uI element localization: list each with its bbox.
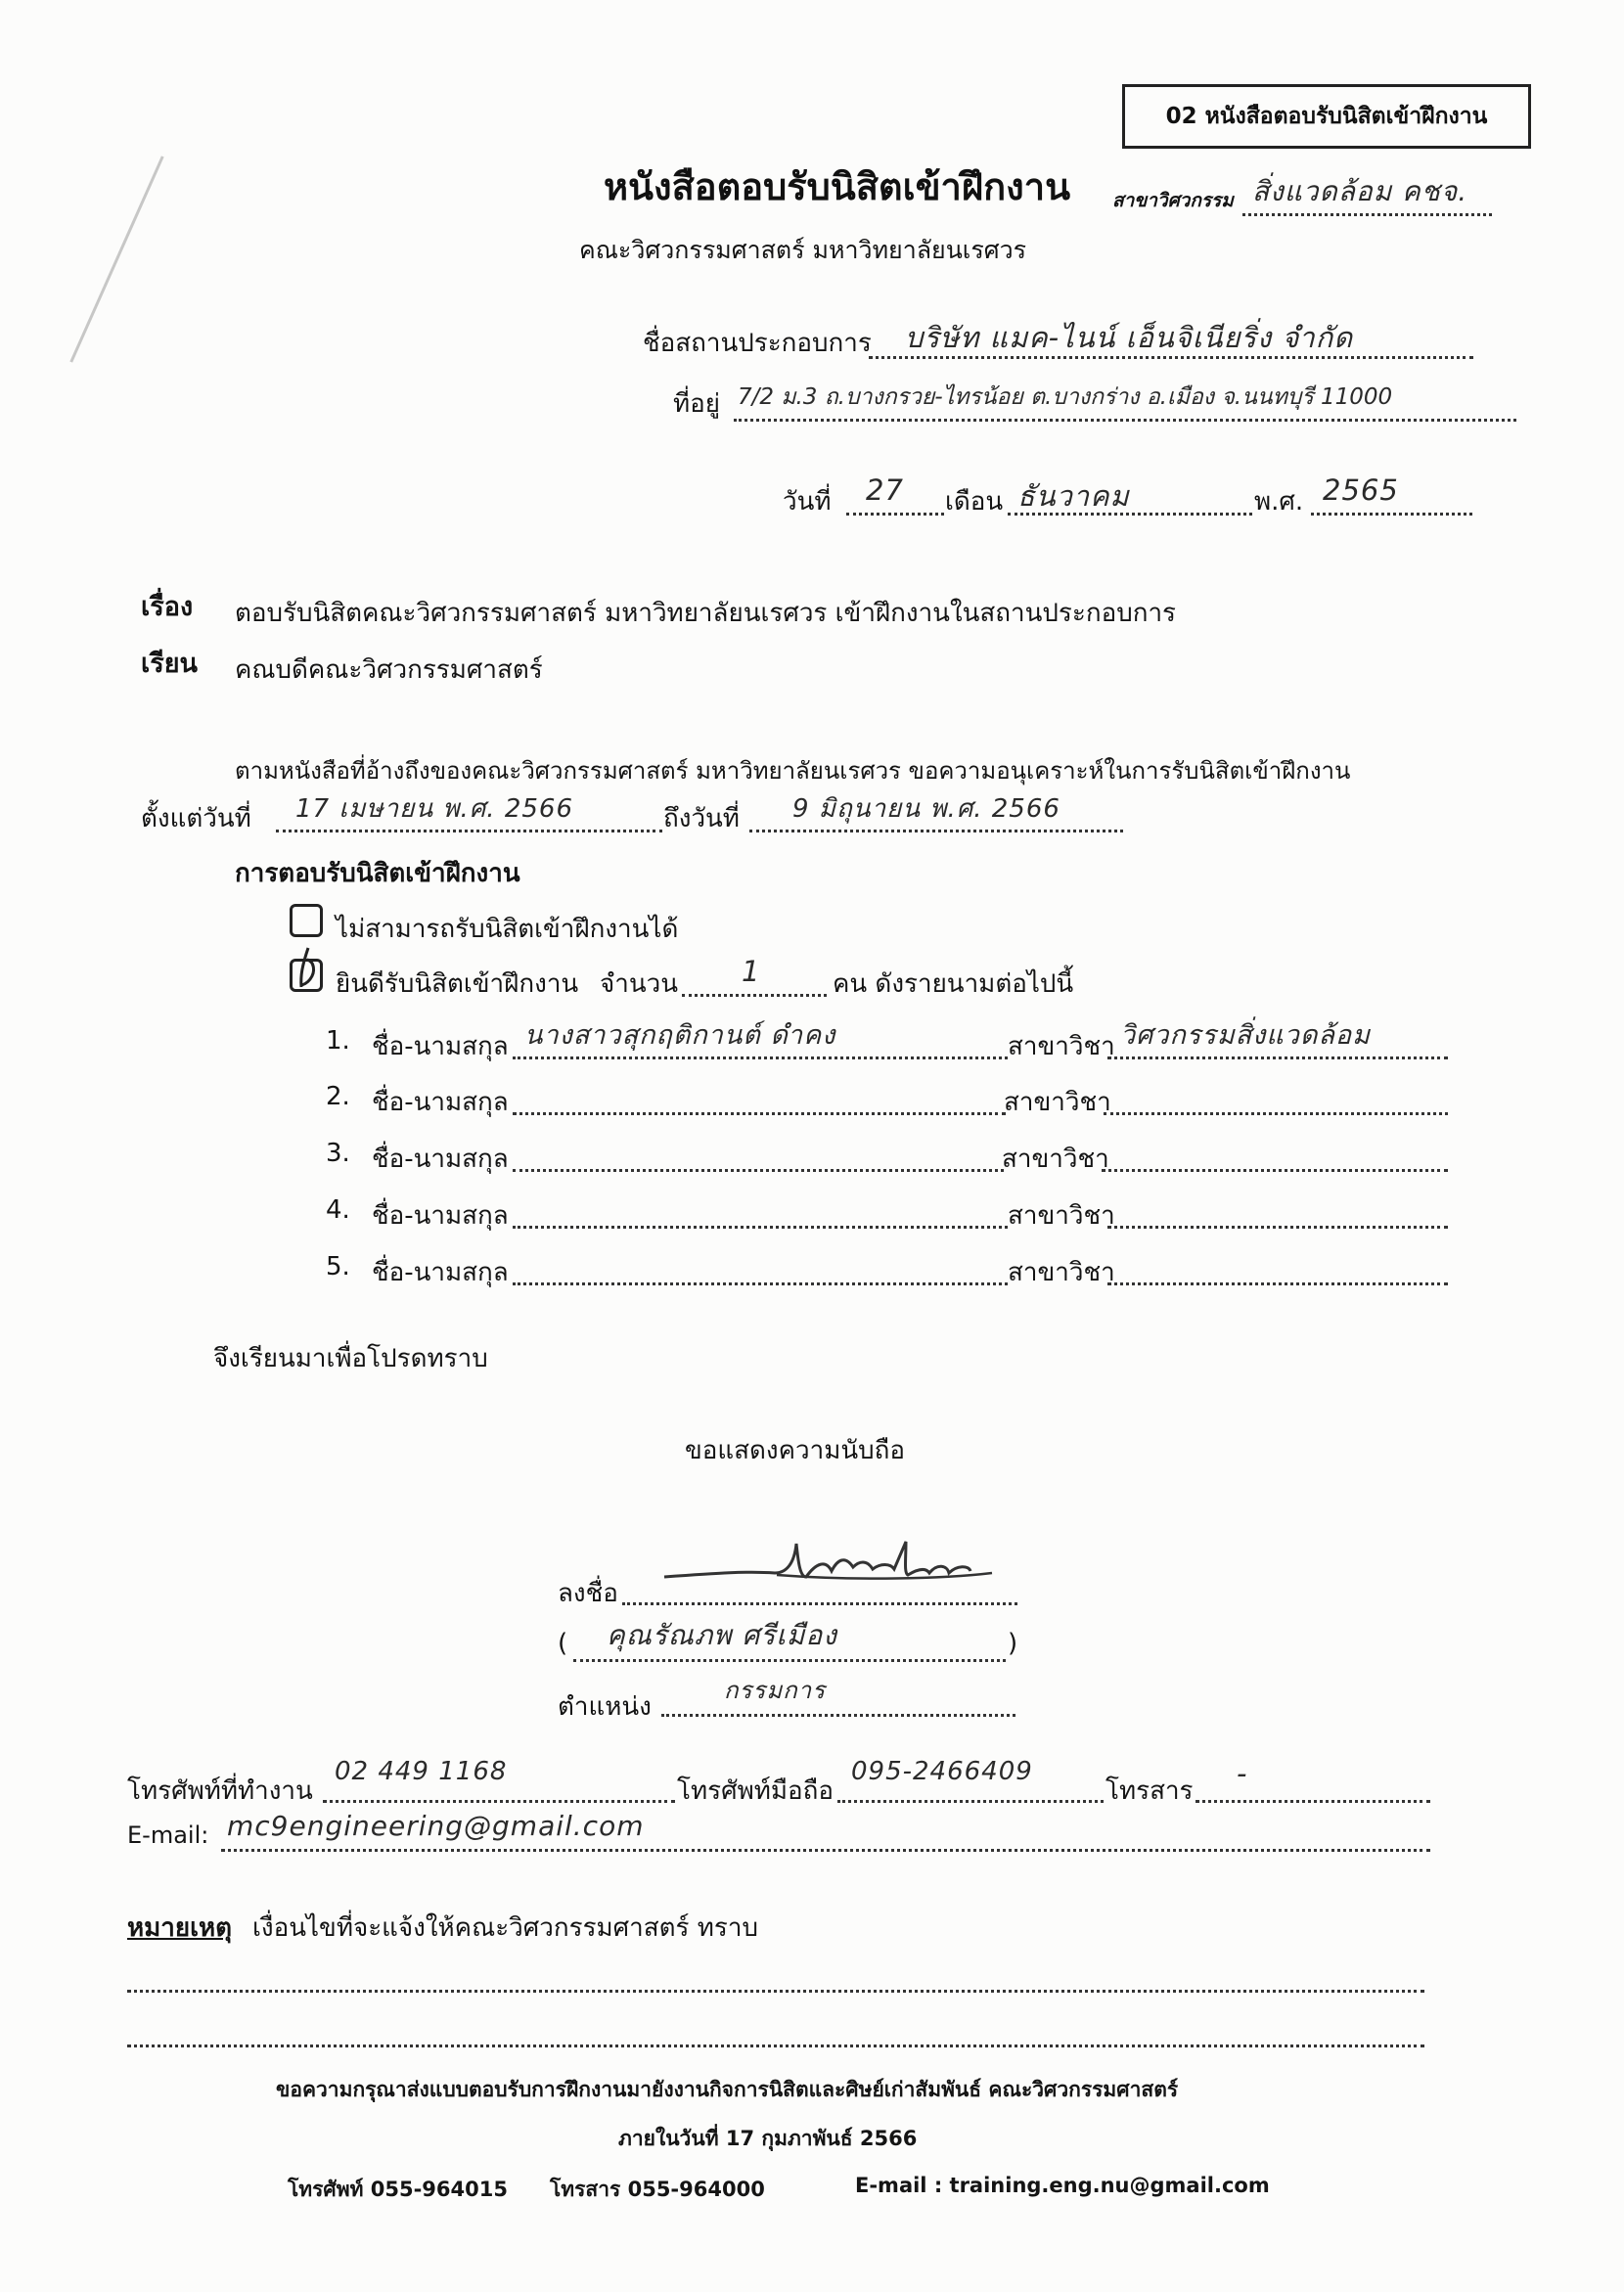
form-code-box — [1122, 84, 1531, 149]
student-major-dotline — [1104, 1112, 1448, 1115]
sign-dotline — [622, 1602, 1017, 1605]
fax-dotline — [1195, 1800, 1430, 1803]
period-from-label: ตั้งแต่วันที่ — [141, 804, 251, 833]
date-year-value: 2565 — [1323, 473, 1399, 507]
student-major-label: สาขาวิชา — [1002, 1145, 1109, 1174]
sign-label: ลงชื่อ — [558, 1579, 618, 1608]
period-from-dotline — [276, 830, 662, 832]
subject-text: ตอบรับนิสิตคณะวิศวกรรมศาสตร์ มหาวิทยาลัยนเรศวร เข้าฝึกงานในสถานประกอบการ — [235, 599, 1177, 628]
major-label: สาขาวิศวกรรม — [1112, 190, 1234, 211]
student-major-dotline — [1107, 1056, 1448, 1059]
student-name-dotline — [513, 1112, 1006, 1115]
signature-scribble — [659, 1534, 1051, 1602]
date-day-dotline — [846, 513, 944, 516]
student-name-label: ชื่อ-นามสกุล — [372, 1201, 509, 1231]
reject-checkbox[interactable] — [290, 904, 323, 937]
check-mark-icon — [289, 946, 328, 991]
accept-option-label: ยินดีรับนิสิตเข้าฝึกงาน — [336, 969, 579, 999]
position-dotline — [661, 1714, 1015, 1717]
email-value: mc9engineering@gmail.com — [227, 1810, 645, 1842]
address-label: ที่อยู่ — [673, 389, 720, 419]
footer-line-1: ขอความกรุณาส่งแบบตอบรับการฝึกงานมายังงานกิจการนิสิตและศิษย์เก่าสัมพันธ์ คณะวิศวกรรมศาสตร์ — [276, 2078, 1179, 2101]
position-label: ตำแหน่ง — [558, 1692, 652, 1722]
regards-text: ขอแสดงความนับถือ — [685, 1436, 905, 1465]
student-major-value: วิศวกรรมสิ่งแวดล้อม — [1120, 1020, 1371, 1051]
date-day-label: วันที่ — [783, 487, 832, 517]
fax-value: - — [1237, 1757, 1248, 1790]
date-year-dotline — [1311, 513, 1472, 516]
student-name-label: ชื่อ-นามสกุล — [372, 1088, 509, 1117]
student-number: 1. — [326, 1026, 350, 1056]
mobile-dotline — [837, 1800, 1104, 1803]
footer-fax: โทรสาร 055-964000 — [550, 2178, 765, 2201]
student-major-label: สาขาวิชา — [1008, 1201, 1115, 1231]
remark-dotline-2 — [127, 2045, 1424, 2047]
count-dotline — [682, 994, 827, 997]
office-phone-label: โทรศัพท์ที่ทำงาน — [127, 1776, 313, 1806]
student-number: 4. — [326, 1195, 350, 1225]
student-major-dotline — [1102, 1169, 1448, 1172]
establishment-name-label: ชื่อสถานประกอบการ — [643, 329, 872, 358]
period-from-value: 17 เมษายน พ.ศ. 2566 — [295, 794, 573, 824]
address-dotline — [734, 419, 1516, 422]
footer-line-2: ภายในวันที่ 17 กุมภาพันธ์ 2566 — [618, 2127, 918, 2150]
student-major-dotline — [1107, 1282, 1448, 1285]
date-day-value: 27 — [866, 473, 904, 507]
body-text: ตามหนังสือที่อ้างถึงของคณะวิศวกรรมศาสตร์ มหาวิทยาลัยนเรศวร ขอความอนุเคราะห์ในการรับนิสิตเข้าฝึกงาน — [235, 757, 1351, 785]
date-year-label: พ.ศ. — [1254, 487, 1304, 517]
office-phone-dotline — [323, 1800, 675, 1803]
acceptance-heading: การตอบรับนิสิตเข้าฝึกงาน — [235, 859, 520, 888]
footer-phone: โทรศัพท์ 055-964015 — [288, 2178, 508, 2201]
count-suffix: คน ดังรายนามต่อไปนี้ — [833, 969, 1074, 999]
count-value: 1 — [742, 955, 761, 988]
student-major-label: สาขาวิชา — [1004, 1088, 1111, 1117]
sign-name-dotline — [573, 1659, 1006, 1662]
student-name-value: นางสาวสุกฤติกานต์ ดำคง — [524, 1020, 836, 1051]
mobile-label: โทรศัพท์มือถือ — [677, 1776, 834, 1806]
position-value: กรรมการ — [724, 1677, 827, 1704]
count-label: จำนวน — [600, 969, 678, 999]
sign-name-open: ( — [558, 1629, 568, 1658]
student-name-dotline — [513, 1056, 1008, 1059]
fax-label: โทรสาร — [1105, 1776, 1194, 1806]
to-text: คณบดีคณะวิศวกรรมศาสตร์ — [235, 655, 543, 685]
period-to-label: ถึงวันที่ — [663, 804, 740, 833]
establishment-name-value: บริษัท แมค-ไนน์ เอ็นจิเนียริ่ง จำกัด — [905, 321, 1354, 354]
date-month-value: ธันวาคม — [1017, 479, 1130, 513]
subject-label: เรื่อง — [141, 592, 194, 622]
student-major-label: สาขาวิชา — [1008, 1032, 1115, 1061]
closing-text: จึงเรียนมาเพื่อโปรดทราบ — [213, 1344, 488, 1373]
date-month-label: เดือน — [945, 487, 1004, 517]
student-name-label: ชื่อ-นามสกุล — [372, 1032, 509, 1061]
scan-mark — [69, 156, 163, 362]
sign-name-close: ) — [1008, 1629, 1018, 1658]
document-subtitle: คณะวิศวกรรมศาสตร์ มหาวิทยาลัยนเรศวร — [579, 236, 1027, 264]
student-major-dotline — [1107, 1226, 1448, 1229]
address-value: 7/2 ม.3 ถ.บางกรวย-ไทรน้อย ต.บางกร่าง อ.เมือง จ.นนทบุรี 11000 — [738, 384, 1393, 410]
period-to-value: 9 มิถุนายน พ.ศ. 2566 — [792, 794, 1060, 824]
student-name-dotline — [513, 1169, 1004, 1172]
major-value: สิ่งแวดล้อม คชจ. — [1252, 175, 1468, 207]
email-dotline — [221, 1849, 1430, 1852]
remark-dotline-1 — [127, 1990, 1424, 1993]
document-title: หนังสือตอบรับนิสิตเข้าฝึกงาน — [604, 165, 1071, 208]
student-number: 2. — [326, 1082, 350, 1111]
office-phone-value: 02 449 1168 — [335, 1757, 508, 1786]
student-name-dotline — [513, 1282, 1008, 1285]
accept-checkbox[interactable] — [290, 959, 323, 992]
student-number: 5. — [326, 1252, 350, 1281]
sign-name-value: คุณรัณภพ ศรีเมือง — [607, 1619, 837, 1651]
student-name-dotline — [513, 1226, 1008, 1229]
student-name-label: ชื่อ-นามสกุล — [372, 1258, 509, 1287]
student-number: 3. — [326, 1139, 350, 1168]
period-to-dotline — [749, 830, 1123, 832]
to-label: เรียน — [141, 649, 199, 679]
student-name-label: ชื่อ-นามสกุล — [372, 1145, 509, 1174]
email-label: E-mail: — [127, 1821, 209, 1849]
student-major-label: สาขาวิชา — [1008, 1258, 1115, 1287]
reject-option-label: ไม่สามารถรับนิสิตเข้าฝึกงานได้ — [336, 915, 679, 944]
major-dotline — [1242, 213, 1492, 216]
footer-email: E-mail : training.eng.nu@gmail.com — [855, 2174, 1270, 2197]
form-code: 02 หนังสือตอบรับนิสิตเข้าฝึกงาน — [1165, 104, 1488, 129]
mobile-value: 095-2466409 — [851, 1757, 1033, 1786]
remark-label: หมายเหตุ — [127, 1913, 233, 1943]
remark-text: เงื่อนไขที่จะแจ้งให้คณะวิศวกรรมศาสตร์ ทราบ — [252, 1913, 758, 1943]
